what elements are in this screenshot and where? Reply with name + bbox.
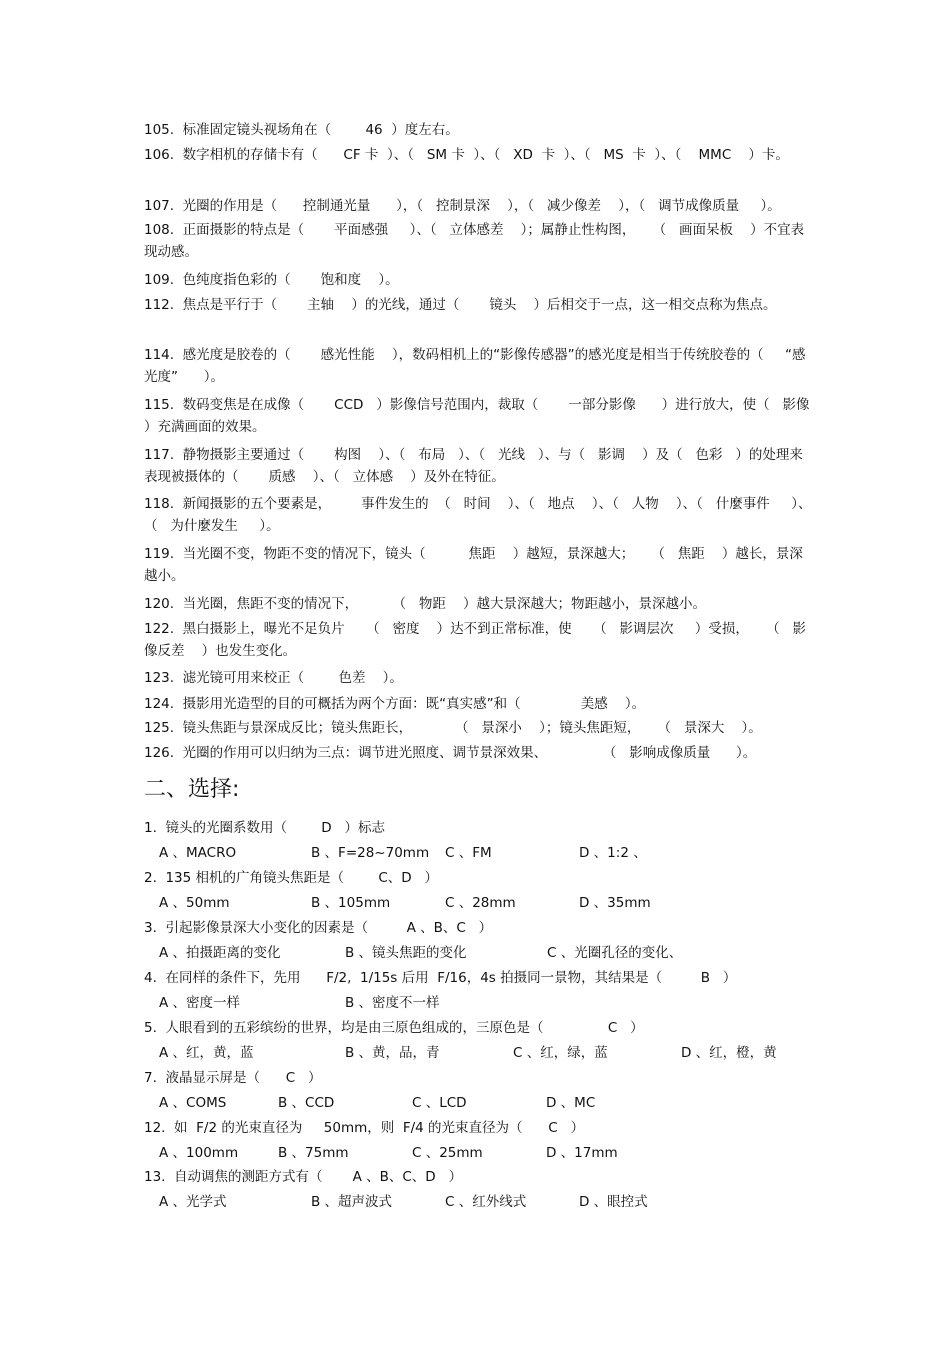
choice-option: D 、1:2 、 [579,845,647,861]
choice-option: A 、红，黄，蓝 [159,1045,254,1061]
fill-in-item: 107. 光圈的作用是（ 控制通光量 ），（ 控制景深 ），（ 减少像差 ），（ 调节成像质量 ）。 [144,198,781,214]
choice-question: 1. 镜头的光圈系数用（ D ）标志 [144,820,386,836]
choice-option: A 、密度一样 [159,995,241,1011]
fill-in-item: 118. 新闻摄影的五个要素是， 事件发生的 （ 时间 ）、（ 地点 ）、（ 人物 ）、（ 什麼事件 ）、（ 为什麼发生 ）。 [144,496,812,534]
fill-in-item: 119. 当光圈不变，物距不变的情况下，镜头（ 焦距 ）越短，景深越大； （ 焦距 ）越长，景深越小。 [144,546,803,584]
choice-option: A 、50mm [159,895,230,911]
choice-question: 12. 如 F/2 的光束直径为 50mm，则 F/4 的光束直径为（ C ） [144,1120,585,1136]
choice-option: D 、MC [546,1095,596,1111]
choice-option: B 、CCD [278,1095,335,1111]
choice-option: B 、75mm [278,1145,349,1161]
choice-option: C 、红外线式 [445,1194,527,1210]
choice-option: A 、COMS [159,1095,227,1111]
choice-option: B 、密度不一样 [345,995,440,1011]
choice-option: B 、镜头焦距的变化 [345,945,467,961]
choice-option: B 、超声波式 [311,1194,393,1210]
choice-question: 13. 自动调焦的测距方式有（ A 、B、C、D ） [144,1169,463,1185]
fill-in-item: 122. 黑白摄影上，曝光不足负片 （ 密度 ）达不到正常标准，使 （ 影调层次 ）受损， （ 影像反差 ）也发生变化。 [144,621,806,659]
choice-option: B 、黄，品，青 [345,1045,440,1061]
choice-option: C 、FM [445,845,492,861]
fill-in-item: 105. 标准固定镜头视场角在（ 46 ）度左右。 [144,122,459,138]
choice-option: A 、100mm [159,1145,239,1161]
fill-in-item: 108. 正面摄影的特点是（ 平面感强 ）、（ 立体感差 ）；属静止性构图， （ 画面呆板 ）不宜表现动感。 [144,222,805,260]
choice-option: D 、眼控式 [579,1194,648,1210]
choice-question: 4. 在同样的条件下，先用 F/2, 1/15s 后用 F/16，4s 拍摄同一景物，其结果是（ B ） [144,970,737,986]
choice-option: A 、拍摄距离的变化 [159,945,281,961]
choice-option: C 、25mm [412,1145,483,1161]
fill-in-item: 125. 镜头焦距与景深成反比；镜头焦距长， （ 景深小 ）；镜头焦距短， （ 景深大 ）。 [144,720,762,736]
section-heading: 二、选择: [144,777,240,802]
fill-in-item: 112. 焦点是平行于（ 主轴 ）的光线，通过（ 镜头 ）后相交于一点，这一相交点称为焦点。 [144,297,777,313]
choice-question: 3. 引起影像景深大小变化的因素是（ A 、B、C ） [144,920,493,936]
fill-in-item: 123. 滤光镜可用来校正（ 色差 ）。 [144,670,403,686]
choice-option: A 、光学式 [159,1194,227,1210]
fill-in-item: 114. 感光度是胶卷的（ 感光性能 ），数码相机上的“影像传感器”的感光度是相当于传统胶卷的（ “感光度” ）。 [144,347,806,385]
choice-option: B 、105mm [311,895,391,911]
fill-in-item: 115. 数码变焦是在成像（ CCD ）影像信号范围内，裁取（ 一部分影像 ）进行放大，使（ 影像 ）充满画面的效果。 [144,397,827,435]
fill-in-item: 124. 摄影用光造型的目的可概括为两个方面：既“真实感”和（ 美感 ）。 [144,696,646,712]
choice-option: C 、LCD [412,1095,467,1111]
choice-option: B 、F=28~70mm [311,845,430,861]
choice-option: A 、MACRO [159,845,237,861]
choice-option: C 、28mm [445,895,516,911]
choice-question: 7. 液晶显示屏是（ C ） [144,1070,322,1086]
choice-question: 5. 人眼看到的五彩缤纷的世界，均是由三原色组成的，三原色是（ C ） [144,1020,644,1036]
fill-in-item: 109. 色纯度指色彩的（ 饱和度 ）。 [144,272,399,288]
choice-option: D 、35mm [579,895,651,911]
choice-option: C 、红，绿，蓝 [513,1045,608,1061]
choice-option: C 、光圈孔径的变化、 [547,945,683,961]
fill-in-item: 106. 数字相机的存储卡有（ CF 卡 ）、（ SM 卡 ）、（ XD 卡 ）、（ MS 卡 ）、（ MMC ）卡。 [144,147,789,163]
fill-in-item: 117. 静物摄影主要通过（ 构图 ）、（ 布局 ）、（ 光线 ）、与（ 影调 ）及（ 色彩 ）的处理来表现被摄体的（ 质感 ）、（ 立体感 ）及外在特征。 [144,447,803,485]
choice-option: D 、红，橙，黄 [681,1045,777,1061]
fill-in-item: 120. 当光圈，焦距不变的情况下， （ 物距 ）越大景深越大；物距越小，景深越小。 [144,596,707,612]
fill-in-item: 126. 光圈的作用可以归纳为三点：调节进光照度、调节景深效果、 （ 影响成像质量 ）。 [144,745,757,761]
choice-question: 2. 135 相机的广角镜头焦距是（ C、D ） [144,870,439,886]
choice-option: D 、17mm [546,1145,618,1161]
